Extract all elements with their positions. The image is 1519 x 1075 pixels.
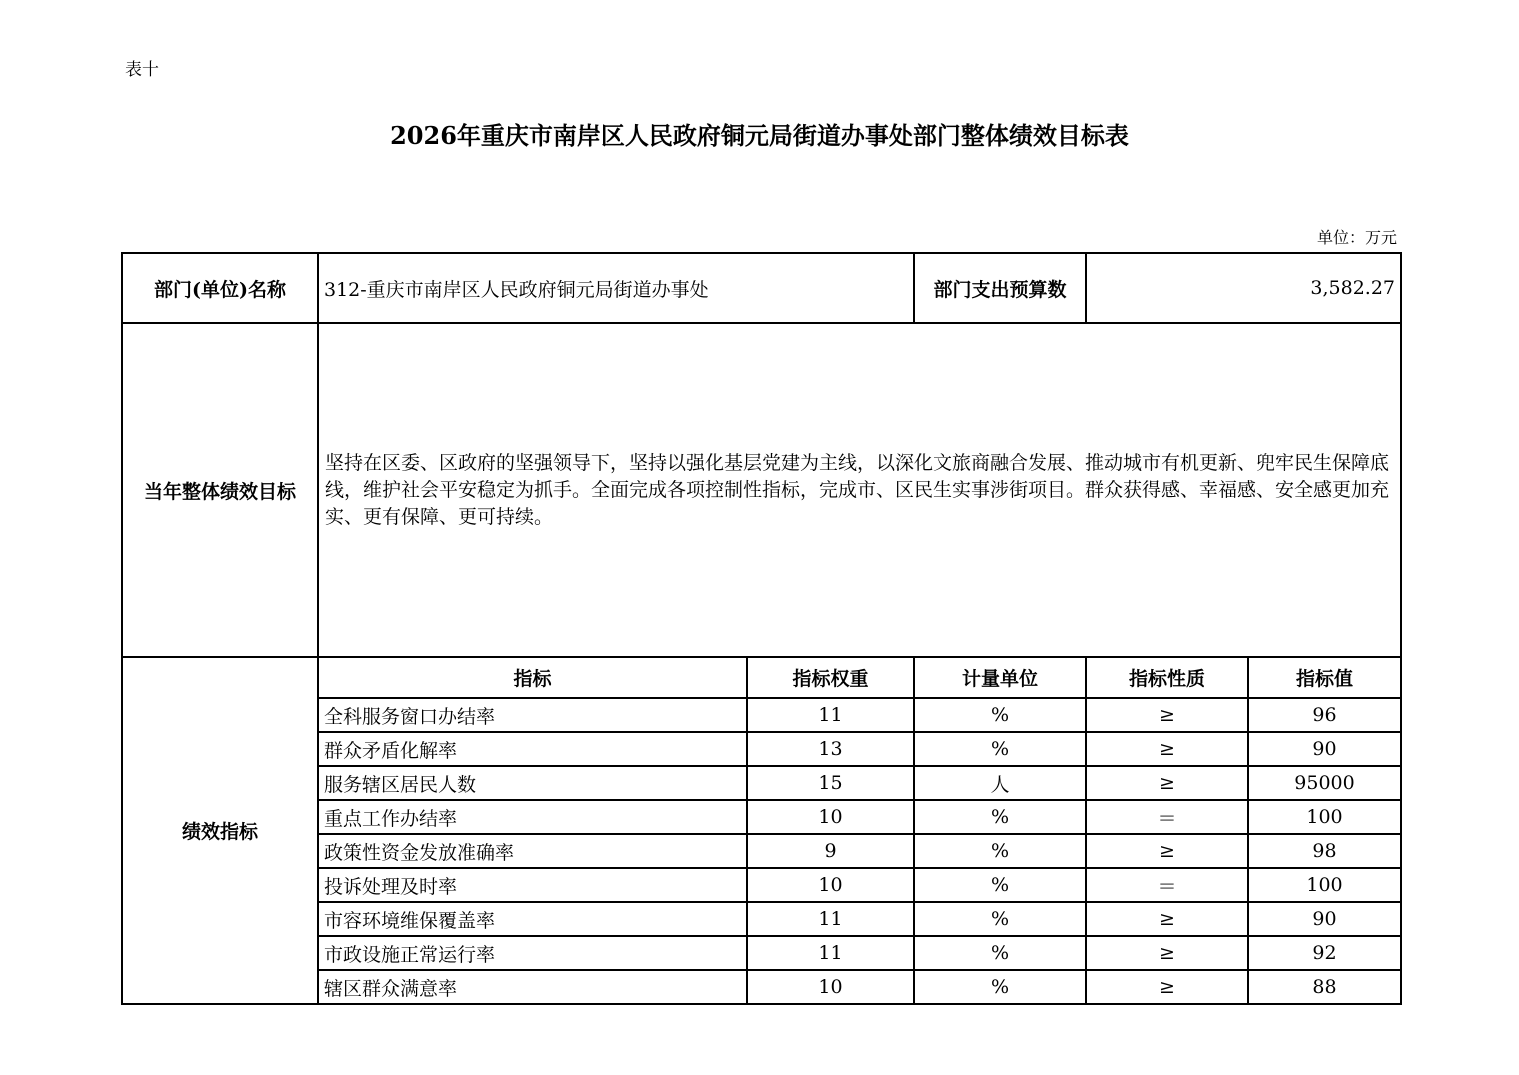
indicator-unit: % bbox=[914, 698, 1086, 732]
indicator-name: 群众矛盾化解率 bbox=[318, 732, 747, 766]
indicator-value: 100 bbox=[1248, 800, 1401, 834]
indicator-weight: 13 bbox=[747, 732, 914, 766]
indicator-nature: ≥ bbox=[1086, 902, 1248, 936]
indicator-unit: % bbox=[914, 936, 1086, 970]
goal-row bbox=[122, 323, 1401, 657]
header-value: 指标值 bbox=[1248, 657, 1401, 698]
indicator-value: 88 bbox=[1248, 970, 1401, 1004]
indicator-header-row bbox=[122, 657, 1401, 698]
unit-note: 单位：万元 bbox=[1316, 228, 1397, 247]
indicator-name: 全科服务窗口办结率 bbox=[318, 698, 747, 732]
header-indicator: 指标 bbox=[318, 657, 747, 698]
indicator-value: 96 bbox=[1248, 698, 1401, 732]
document-title: 2026年重庆市南岸区人民政府铜元局街道办事处部门整体绩效目标表 bbox=[390, 121, 1129, 150]
dept-info-row bbox=[122, 253, 1401, 323]
indicator-weight: 10 bbox=[747, 800, 914, 834]
header-nature: 指标性质 bbox=[1086, 657, 1248, 698]
indicator-unit: % bbox=[914, 868, 1086, 902]
dept-name-label: 部门(单位)名称 bbox=[122, 253, 318, 323]
goal-label: 当年整体绩效目标 bbox=[122, 323, 318, 657]
indicator-value: 95000 bbox=[1248, 766, 1401, 800]
header-unit: 计量单位 bbox=[914, 657, 1086, 698]
indicator-value: 98 bbox=[1248, 834, 1401, 868]
indicator-value: 90 bbox=[1248, 902, 1401, 936]
indicator-unit: % bbox=[914, 970, 1086, 1004]
indicator-name: 服务辖区居民人数 bbox=[318, 766, 747, 800]
budget-value: 3,582.27 bbox=[1086, 253, 1401, 323]
indicator-name: 政策性资金发放准确率 bbox=[318, 834, 747, 868]
indicator-weight: 11 bbox=[747, 936, 914, 970]
indicator-unit: % bbox=[914, 902, 1086, 936]
indicator-unit: % bbox=[914, 800, 1086, 834]
indicator-weight: 9 bbox=[747, 834, 914, 868]
indicator-nature: ＝ bbox=[1086, 800, 1248, 834]
indicator-unit: % bbox=[914, 732, 1086, 766]
indicator-nature: ＝ bbox=[1086, 868, 1248, 902]
performance-table bbox=[121, 252, 1402, 1005]
indicator-weight: 11 bbox=[747, 902, 914, 936]
table-number: 表十 bbox=[125, 60, 159, 80]
indicator-name: 辖区群众满意率 bbox=[318, 970, 747, 1004]
header-weight: 指标权重 bbox=[747, 657, 914, 698]
goal-text: 坚持在区委、区政府的坚强领导下，坚持以强化基层党建为主线，以深化文旅商融合发展、推动城市有机更新、兜牢民生保障底线，维护社会平安稳定为抓手。全面完成各项控制性指标，完成市、区民生实事涉街项目。群众获得感、幸福感、安全感更加充实、更有保障、更可持续。 bbox=[318, 323, 1401, 657]
indicator-weight: 11 bbox=[747, 698, 914, 732]
indicator-nature: ≥ bbox=[1086, 698, 1248, 732]
indicator-nature: ≥ bbox=[1086, 732, 1248, 766]
indicator-name: 市容环境维保覆盖率 bbox=[318, 902, 747, 936]
indicator-name: 重点工作办结率 bbox=[318, 800, 747, 834]
indicator-unit: 人 bbox=[914, 766, 1086, 800]
indicator-value: 100 bbox=[1248, 868, 1401, 902]
indicator-nature: ≥ bbox=[1086, 970, 1248, 1004]
indicator-unit: % bbox=[914, 834, 1086, 868]
indicator-nature: ≥ bbox=[1086, 766, 1248, 800]
indicator-name: 市政设施正常运行率 bbox=[318, 936, 747, 970]
indicator-value: 92 bbox=[1248, 936, 1401, 970]
indicator-nature: ≥ bbox=[1086, 834, 1248, 868]
indicator-value: 90 bbox=[1248, 732, 1401, 766]
dept-name-value: 312-重庆市南岸区人民政府铜元局街道办事处 bbox=[318, 253, 914, 323]
indicator-name: 投诉处理及时率 bbox=[318, 868, 747, 902]
indicator-weight: 10 bbox=[747, 868, 914, 902]
indicator-weight: 15 bbox=[747, 766, 914, 800]
indicator-nature: ≥ bbox=[1086, 936, 1248, 970]
budget-label: 部门支出预算数 bbox=[914, 253, 1086, 323]
indicators-label: 绩效指标 bbox=[122, 657, 318, 1004]
indicator-weight: 10 bbox=[747, 970, 914, 1004]
